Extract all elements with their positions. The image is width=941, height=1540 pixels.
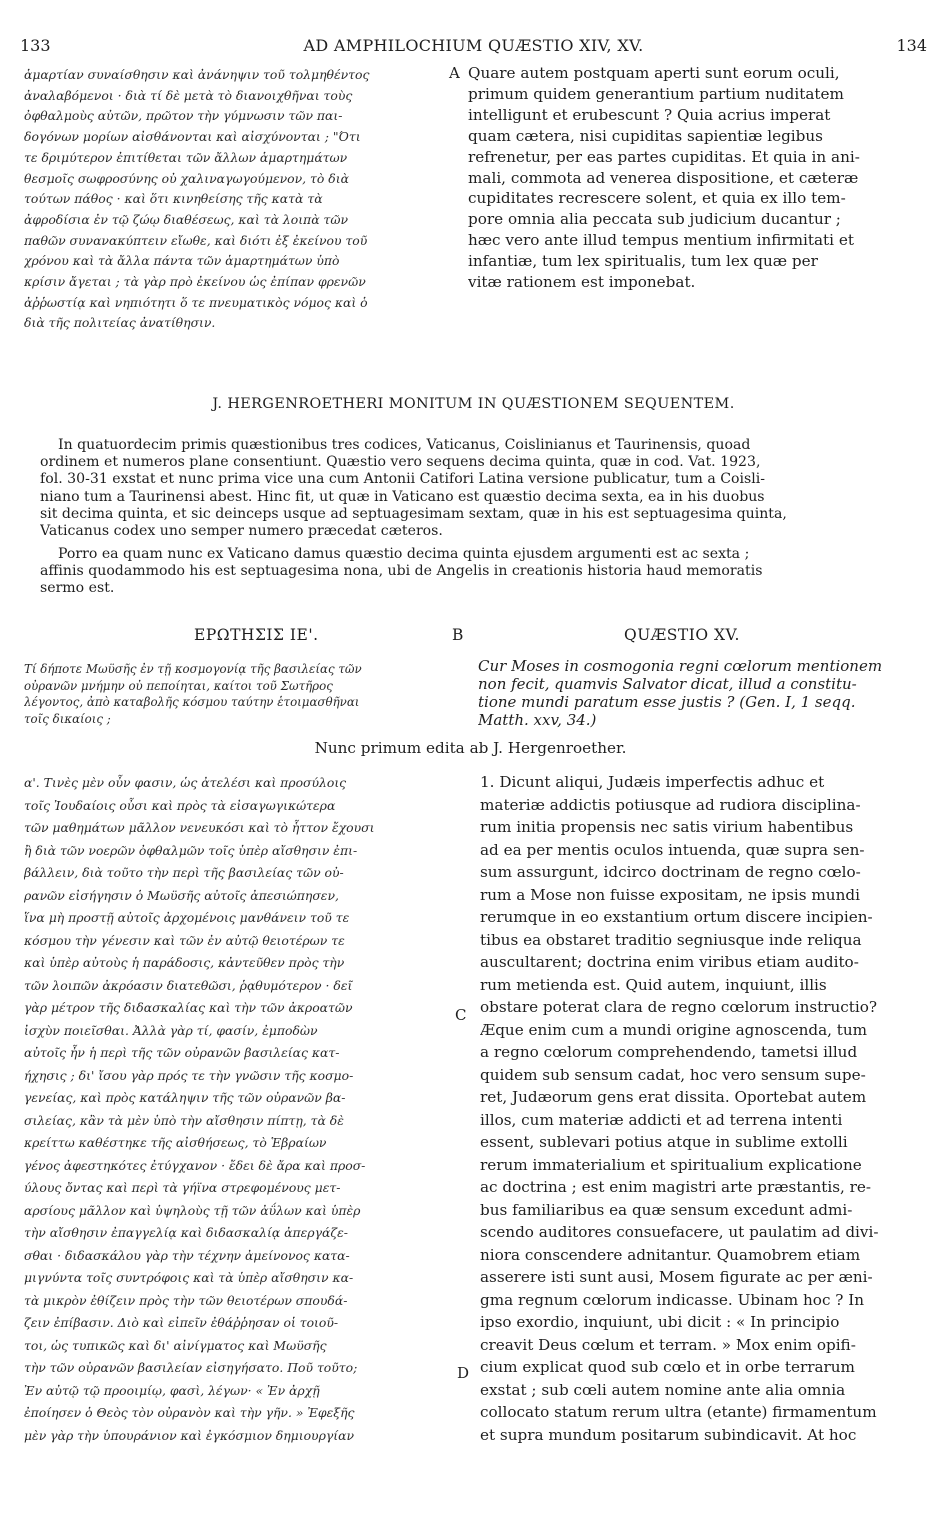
greek-question-title xyxy=(24,661,444,728)
text-line: σθαι · διδασκάλου γὰρ τὴν τέχνην ἀμείνονος κατα- xyxy=(24,1247,350,1263)
text-line: διὰ τῆς πολιτείας ἀνατίθησιν. xyxy=(24,315,216,331)
text-line: βάλλειν, διὰ τοῦτο τὴν περὶ τῆς βασιλείας τῶν οὐ- xyxy=(24,865,344,880)
text-line: ret, Judæorum gens erat dissita. Oportebat autem xyxy=(480,1088,867,1106)
text-line: τὴν αἴσθησιν ἐπαγγελίᾳ καὶ διδασκαλίᾳ ἀπεργάζε- xyxy=(24,1225,348,1240)
text-line: τῶν λοιπῶν ἀκρόασιν διατεθῶσι, ῥᾳθυμότερον · δεῖ xyxy=(24,977,353,993)
text-line: μὲν γὰρ τὴν ὑπουράνιον καὶ ἐγκόσμιον δημιουργίαν xyxy=(24,1427,355,1443)
text-line: et supra mundum positarum subindicavit. At hoc xyxy=(480,1425,857,1444)
text-line: χρόνου καὶ τὰ ἄλλα πάντα τῶν ἁμαρτημάτων ὑπὸ xyxy=(24,253,340,269)
text-line: tibus ea obstaret traditio segniusque inde reliqua xyxy=(480,930,862,949)
text-line: asserere isti sunt ausi, Mosem figurate ac per æni- xyxy=(480,1268,873,1286)
text-line: ἀῤῥωστίᾳ καὶ νηπιότητι ὅ τε πνευματικὸς νόμος καὶ ὁ xyxy=(24,294,368,310)
greek-question-heading: ΕΡΩΤΗΣΙΣ ΙΕ'. xyxy=(194,626,319,644)
column-marker-b: B xyxy=(452,626,464,644)
text-line: τὰ μικρὸν ἐθίζειν πρὸς τὴν τῶν θειοτέρων σπουδά- xyxy=(24,1292,348,1308)
monitum-paragraph-2 xyxy=(40,546,912,598)
text-line: κόσμου τὴν γένεσιν καὶ τῶν ἐν αὐτῷ θειοτέρων τε xyxy=(24,932,345,948)
text-line: vitæ rationem est imponebat. xyxy=(468,273,696,292)
text-line: ipso exordio, inquiunt, ubi dicit : « In principio xyxy=(480,1313,840,1331)
text-line: αρσίους μᾶλλον καὶ ὑψηλοὺς τῇ τῶν ἀΰλων καὶ ὑπὲρ xyxy=(24,1202,361,1218)
text-line: rum metienda est. Quid autem, inquiunt, illis xyxy=(480,975,827,994)
column-marker-c: C xyxy=(455,1006,467,1024)
column-marker-d: D xyxy=(457,1364,470,1382)
text-line: δογόνων μορίων αἰσθάνονται καὶ αἰσχύνονται ; "Ότι xyxy=(24,129,361,145)
text-line: Ἐν αὐτῷ τῷ προοιμίῳ, φασὶ, λέγων· « Ἐν ἀρχῇ xyxy=(24,1382,320,1398)
text-line: intelligunt et erubescunt ? Quia acrius imperat xyxy=(468,105,831,124)
edition-note: Nunc primum edita ab J. Hergenroether. xyxy=(314,739,627,757)
text-line: cupiditates recrescere solent, et quia ex illo tem- xyxy=(468,189,846,208)
latin-question-title xyxy=(478,657,918,729)
text-line: τοι, ὡς τυπικῶς καὶ δι' αἰνίγματος καὶ Μωϋσῆς xyxy=(24,1337,327,1353)
text-line: bus familiaribus ea quæ sensum excedunt admi- xyxy=(480,1200,853,1219)
text-line: exstat ; sub cœli autem nomine ante alia omnia xyxy=(480,1380,846,1399)
text-line: τε δριμύτερον ἐπιτίθεται τῶν ἄλλων ἁμαρτημάτων xyxy=(24,149,348,165)
text-line: pore omnia alia peccata sub judicium ducantur ; xyxy=(468,210,841,229)
page-number-right: 134 xyxy=(896,36,927,55)
text-line: ρανῶν εἰσήγησιν ὁ Μωϋσῆς αὐτοῖς ἀπεσιώπησεν, xyxy=(24,887,339,903)
text-line: Matth. xxv, 34.) xyxy=(478,711,597,729)
text-line: affinis quodammodo his est septuagesima nona, ubi de Angelis in creationis historia haud memoratis xyxy=(40,563,763,580)
text-line: ήχησις ; δι' ἴσου γὰρ πρός τε τὴν γνῶσιν τῆς κοσμο- xyxy=(24,1067,354,1083)
text-line: τὴν τῶν οὐρανῶν βασιλείαν εἰσηγήσατο. Ποῦ τοῦτο; xyxy=(24,1360,358,1375)
text-line: θεσμοῖς σωφροσύνης οὐ χαλιναγωγούμενον, τὸ διὰ xyxy=(24,170,349,186)
text-line: σιλείας, κἂν τὰ μὲν ὑπὸ τὴν αἴσθησιν πίπτῃ, τὰ δὲ xyxy=(24,1112,344,1128)
text-line: ordinem et numeros plane consentiunt. Quæstio vero sequens decima quinta, quæ in cod. Vat. 1923, xyxy=(40,454,761,471)
text-line: ἵνα μὴ προστῇ αὐτοῖς ἀρχομένοις μανθάνειν τοῦ τε xyxy=(24,910,350,925)
text-line: niano tum a Taurinensi abest. Hinc fit, ut quæ in Vaticano est quæstio decima sexta, ea in his duobus xyxy=(40,488,765,505)
text-line: gma regnum cœlorum indicasse. Ubinam hoc ? In xyxy=(480,1290,865,1309)
text-line: infantiæ, tum lex spiritualis, tum lex quæ per xyxy=(468,252,818,271)
text-line: τοῖς δικαίοις ; xyxy=(24,712,111,727)
text-line: ἁμαρτίαν συναίσθησιν καὶ ἀνάνηψιν τοῦ τολμηθέντος xyxy=(24,67,370,82)
text-line: essent, sublevari potius atque in sublime extolli xyxy=(480,1133,848,1151)
text-line: scendo auditores consuefacere, ut paulatim ad divi- xyxy=(480,1223,879,1241)
text-line: τούτων πάθος · καὶ ὅτι κινηθείσης τῆς κατὰ τὰ xyxy=(24,191,323,207)
text-line: rerum immaterialium et spiritualium explicatione xyxy=(480,1155,862,1174)
body-latin-column xyxy=(480,771,924,1446)
latin-question-heading: QUÆSTIO XV. xyxy=(624,626,740,644)
text-line: ἐποίησεν ὁ Θεὸς τὸν οὐρανὸν καὶ τὴν γῆν. » Ἐφεξῆς xyxy=(24,1405,355,1420)
top-greek-column xyxy=(24,65,444,334)
text-line: creavit Deus cœlum et terram. » Mox enim opifi- xyxy=(480,1335,856,1354)
text-line: primum quidem generantium partium nuditatem xyxy=(468,84,844,103)
text-line: niora conscendere adnitantur. Quamobrem etiam xyxy=(480,1245,861,1264)
text-line: λέγοντος, ἀπὸ καταβολῆς κόσμου ταύτην ἑτοιμασθῆναι xyxy=(24,695,360,710)
text-line: τοῖς Ἰουδαίοις οὖσι καὶ πρὸς τὰ εἰσαγωγικώτερα xyxy=(24,797,336,813)
text-line: ἢ διὰ τῶν νοερῶν ὀφθαλμῶν τοῖς ὑπὲρ αἴσθησιν ἐπι- xyxy=(24,842,358,858)
text-line: παθῶν συνανακύπτειν εἴωθε, καὶ διότι ἐξ ἐκείνου τοῦ xyxy=(24,232,368,248)
running-head xyxy=(20,36,927,60)
text-line: κρίσιν ἄγεται ; τὰ γὰρ πρὸ ἐκείνου ὡς ἐπίπαν φρενῶν xyxy=(24,274,366,290)
text-line: ὀφθαλμοὺς αὐτῶν, πρῶτον τὴν γύμνωσιν τῶν παι- xyxy=(24,108,343,124)
text-line: γενείας, καὶ πρὸς κατάληψιν τῆς τῶν οὐρανῶν βα- xyxy=(24,1090,346,1105)
text-line: rum a Mose non fuisse expositam, ne ipsis mundi xyxy=(480,885,860,904)
text-line: αὐτοῖς ἦν ἡ περὶ τῆς τῶν οὐρανῶν βασιλείας κατ- xyxy=(24,1045,340,1060)
text-line: quam cætera, nisi cupiditas sapientiæ legibus xyxy=(468,126,823,145)
text-line: mali, commota ad venerea dispositione, et cæteræ xyxy=(468,168,859,187)
text-line: κρείττω καθέστηκε τῆς αἰσθήσεως, τὸ Ἑβραίων xyxy=(24,1135,327,1150)
text-line: rerumque in eo exstantium ortum discere incipien- xyxy=(480,908,873,926)
text-line: Porro ea quam nunc ex Vaticano damus quæstio decima quinta ejusdem argumenti est ac sexta ; xyxy=(58,546,750,562)
running-title: AD AMPHILOCHIUM QUÆSTIO XIV, XV. xyxy=(303,36,644,55)
text-line: 1. Dicunt aliqui, Judæis imperfectis adhuc et xyxy=(480,773,825,791)
text-line: ἀφροδίσια ἐν τῷ ζώῳ διαθέσεως, καὶ τὰ λοιπὰ τῶν xyxy=(24,211,348,227)
text-line: hæc vero ante illud tempus mentium infirmitati et xyxy=(468,231,854,250)
text-line: ad ea per mentis oculos intuenda, quæ supra sen- xyxy=(480,840,865,859)
text-line: ζειν ἐπίβασιν. Διὸ καὶ εἰπεῖν ἐθάῤῥησαν οἱ τοιοῦ- xyxy=(24,1315,339,1330)
text-line: rum initia propensis nec satis virium habentibus xyxy=(480,818,854,836)
text-line: γένος ἀφεστηκότες ἐτύγχανον · ἔδει δὲ ἄρα καὶ προσ- xyxy=(24,1157,366,1173)
text-line: sit decima quinta, et sic deinceps usque ad septuagesimam sextam, quæ in his est septuagesima quinta, xyxy=(40,505,787,522)
text-line: ἰσχὺν ποιεῖσθαι. Ἀλλὰ γὰρ τί, φασίν, ἐμποδὼν xyxy=(24,1022,318,1038)
text-line: Cur Moses in cosmogonia regni cœlorum mentionem xyxy=(478,657,883,675)
text-line: μιγνύντα τοῖς συντρόφοις καὶ τὰ ὑπὲρ αἴσθησιν κα- xyxy=(24,1270,354,1285)
text-line: ac doctrina ; est enim magistri arte præstantis, re- xyxy=(480,1178,872,1196)
text-line: Vaticanus codex uno semper numero præcedat cæteros. xyxy=(40,523,443,540)
page-number-left: 133 xyxy=(20,36,51,55)
text-line: obstare poterat clara de regno cœlorum instructio? xyxy=(480,998,878,1016)
text-line: ἀναλαβόμενοι · διὰ τί δὲ μετὰ τὸ διανοιχθῆναι τοὺς xyxy=(24,87,353,103)
text-line: γὰρ μέτρον τῆς διδασκαλίας καὶ τὴν τῶν ἀκροατῶν xyxy=(24,1000,353,1015)
text-line: Τί δήποτε Μωϋσῆς ἐν τῇ κοσμογονίᾳ τῆς βασιλείας τῶν xyxy=(24,662,362,676)
body-greek-column xyxy=(24,772,452,1447)
text-line: Æque enim cum a mundi origine agnoscenda, tum xyxy=(480,1020,868,1039)
text-line: refrenetur, per eas partes cupiditas. Et quia in ani- xyxy=(468,147,860,166)
text-line: auscultarent; doctrina enim viribus etiam audito- xyxy=(480,953,859,971)
text-line: οὐρανῶν μνήμην οὐ πεποίηται, καίτοι τοῦ Σωτῆρος xyxy=(24,678,333,693)
text-line: sum assurgunt, idcirco doctrinam de regno cœlo- xyxy=(480,863,861,881)
text-line: quidem sub sensum cadat, hoc vero sensum supe- xyxy=(480,1065,866,1084)
text-line: collocato statum rerum ultra (etante) firmamentum xyxy=(480,1403,877,1421)
text-line: illos, cum materiæ addicti et ad terrena intenti xyxy=(480,1110,843,1129)
monitum-title: J. HERGENROETHERI MONITUM IN QUÆSTIONEM SEQUENTEM. xyxy=(212,396,735,412)
column-marker-a: A xyxy=(449,64,460,82)
text-line: non fecit, quamvis Salvator dicat, illud a constitu- xyxy=(478,675,857,693)
text-line: a regno cœlorum comprehendendo, tametsi illud xyxy=(480,1043,858,1061)
text-line: sermo est. xyxy=(40,580,115,597)
text-line: Quare autem postquam aperti sunt eorum oculi, xyxy=(468,64,840,82)
text-line: ύλους ὄντας καὶ περὶ τὰ γήϊνα στρεφομένους μετ- xyxy=(24,1180,341,1195)
text-line: materiæ addictis potiusque ad rudiora disciplina- xyxy=(480,795,861,814)
text-line: cium explicat quod sub cœlo et in orbe terrarum xyxy=(480,1358,855,1376)
text-line: fol. 30-31 exstat et nunc prima vice una cum Antonii Catifori Latina versione publicatur, tum a Coisli- xyxy=(40,471,766,488)
text-line: tione mundi paratum esse justis ? (Gen. I, 1 seqq. xyxy=(478,693,856,711)
monitum-paragraph-1 xyxy=(40,437,912,540)
text-line: In quatuordecim primis quæstionibus tres codices, Vaticanus, Coislinianus et Taurinensis, quoad xyxy=(58,437,751,453)
top-latin-column xyxy=(468,63,924,293)
text-line: α'. Τινὲς μὲν οὖν φασιν, ὡς ἀτελέσι καὶ προσύλοις xyxy=(24,775,347,790)
text-line: τῶν μαθημάτων μᾶλλον νενευκόσι καὶ τὸ ἧττον ἔχουσι xyxy=(24,820,375,835)
text-line: καὶ ὑπὲρ αὐτοὺς ἡ παράδοσις, κἀντεῦθεν πρὸς τὴν xyxy=(24,955,345,970)
